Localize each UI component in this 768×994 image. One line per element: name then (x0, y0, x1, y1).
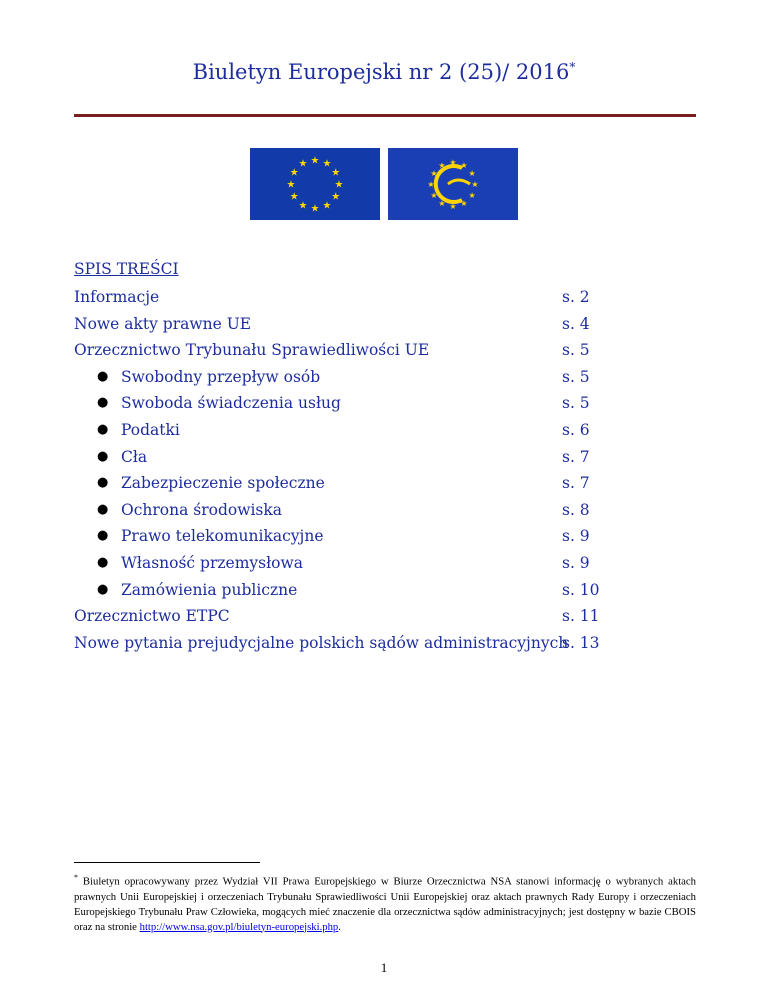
star-icon: ★ (322, 200, 332, 212)
footnote-link[interactable]: http://www.nsa.gov.pl/biuletyn-europejski.php (139, 920, 339, 933)
toc-subentry (74, 417, 696, 443)
footnote-mark: * (74, 873, 78, 882)
star-icon: ★ (289, 167, 299, 179)
toc-entry-label: Orzecznictwo Trybunału Sprawiedliwości UE (74, 341, 430, 360)
toc-subentry (74, 364, 696, 390)
toc-entry-page: s. 9 (562, 554, 590, 572)
toc-entry (74, 337, 696, 363)
star-icon: ★ (427, 180, 435, 189)
bullet-icon: ● (97, 475, 109, 491)
footnote-end: . (338, 920, 341, 933)
toc-subentry (74, 523, 696, 549)
bullet-icon: ● (97, 422, 109, 437)
toc-entry-label: Nowe pytania prejudycjalne polskich sądów administracyjnych (74, 633, 569, 652)
toc-entry-label: Ochrona środowiska (121, 500, 283, 519)
star-icon: ★ (298, 158, 308, 170)
title-footnote-mark: * (569, 60, 576, 74)
bullet-icon: ● (97, 368, 109, 384)
toc-entry-label: Zamówienia publiczne (121, 580, 298, 599)
toc-entry-page: s. 2 (562, 288, 590, 306)
toc-subentry (74, 470, 696, 496)
star-icon: ★ (334, 179, 344, 191)
toc-entry-page: s. 7 (562, 474, 590, 493)
bullet-icon: ● (97, 555, 109, 570)
toc-subentry (74, 577, 696, 603)
star-icon: ★ (331, 167, 341, 179)
star-icon: ★ (460, 160, 468, 170)
eu-flag-icon (250, 148, 380, 220)
toc-entry-page: s. 4 (562, 314, 590, 333)
table-of-contents (74, 256, 696, 652)
document-title (0, 60, 768, 84)
bullet-icon: ● (97, 448, 109, 464)
star-icon: ★ (322, 158, 332, 170)
star-icon: ★ (468, 169, 476, 178)
toc-subentry (74, 390, 696, 416)
toc-entry-page: s. 11 (562, 607, 600, 626)
star-icon: ★ (460, 199, 468, 209)
toc-entry (74, 630, 696, 656)
star-icon: ★ (438, 160, 446, 170)
star-icon: ★ (449, 158, 457, 167)
star-icon: ★ (331, 191, 341, 203)
toc-entry-label: Orzecznictwo ETPC (74, 607, 230, 626)
bullet-icon: ● (97, 501, 109, 517)
toc-entry-label: Cła (121, 447, 148, 466)
toc-entry-label: Nowe akty prawne UE (74, 314, 252, 333)
toc-entry-page: s. 5 (562, 367, 590, 386)
star-icon: ★ (286, 179, 296, 191)
title-text: Biuletyn Europejski nr 2 (25)/ 2016 (192, 60, 570, 84)
star-icon: ★ (438, 199, 446, 209)
toc-entry-page: s. 9 (562, 527, 590, 546)
toc-heading: SPIS TREŚCI (74, 260, 179, 278)
toc-entry-page: s. 10 (562, 580, 600, 599)
council-of-europe-flag-icon (388, 148, 518, 220)
toc-entry-page: s. 6 (562, 421, 590, 439)
star-icon: ★ (310, 155, 320, 167)
bullet-icon: ● (97, 528, 109, 544)
star-icon: ★ (298, 200, 308, 212)
footnote (74, 870, 696, 935)
star-icon: ★ (430, 191, 438, 200)
bullet-icon: ● (97, 581, 109, 597)
toc-entry (74, 284, 696, 310)
toc-entry-page: s. 8 (562, 500, 590, 519)
toc-entry-page: s. 13 (562, 633, 600, 652)
toc-subentry (74, 444, 696, 470)
star-icon: ★ (430, 169, 438, 178)
toc-entry-label: Zabezpieczenie społeczne (121, 474, 325, 493)
toc-entry-label: Swobodny przepływ osób (121, 367, 321, 386)
toc-entry-label: Własność przemysłowa (121, 554, 303, 572)
toc-entry-label: Informacje (74, 288, 160, 306)
star-icon: ★ (468, 191, 476, 200)
star-icon: ★ (310, 203, 320, 215)
bullet-icon: ● (97, 395, 109, 411)
footnote-text: Biuletyn opracowywany przez Wydział VII Prawa Europejskiego w Biurze Orzecznictwa NSA stanowi informację o wybranych aktach prawnych Unii Europejskiej i orzeczeniach Trybunału Sprawiedliwości Unii Europejskiej oraz aktach prawnych Rady Europy i orzeczeniach Europejskiego Trybunału Praw Człowieka, mogących mieć znaczenie dla orzecznictwa sądów administracyjnych; jest dostępny w bazie CBOIS oraz na stronie (74, 875, 696, 933)
page-number: 1 (380, 960, 388, 975)
toc-subentry (74, 497, 696, 523)
star-icon: ★ (471, 180, 479, 189)
toc-entry-label: Prawo telekomunikacyjne (121, 527, 324, 546)
toc-entry-page: s. 5 (562, 341, 590, 360)
star-icon: ★ (449, 202, 457, 211)
title-divider (74, 114, 696, 117)
toc-entry-page: s. 5 (562, 394, 590, 413)
star-icon: ★ (289, 191, 299, 203)
toc-entry-label: Swoboda świadczenia usług (121, 394, 341, 413)
toc-entry-page: s. 7 (562, 447, 590, 466)
toc-entry-label: Podatki (121, 421, 180, 439)
toc-subentry (74, 550, 696, 576)
footnote-divider (74, 862, 260, 863)
toc-entry (74, 311, 696, 337)
toc-entry (74, 603, 696, 629)
